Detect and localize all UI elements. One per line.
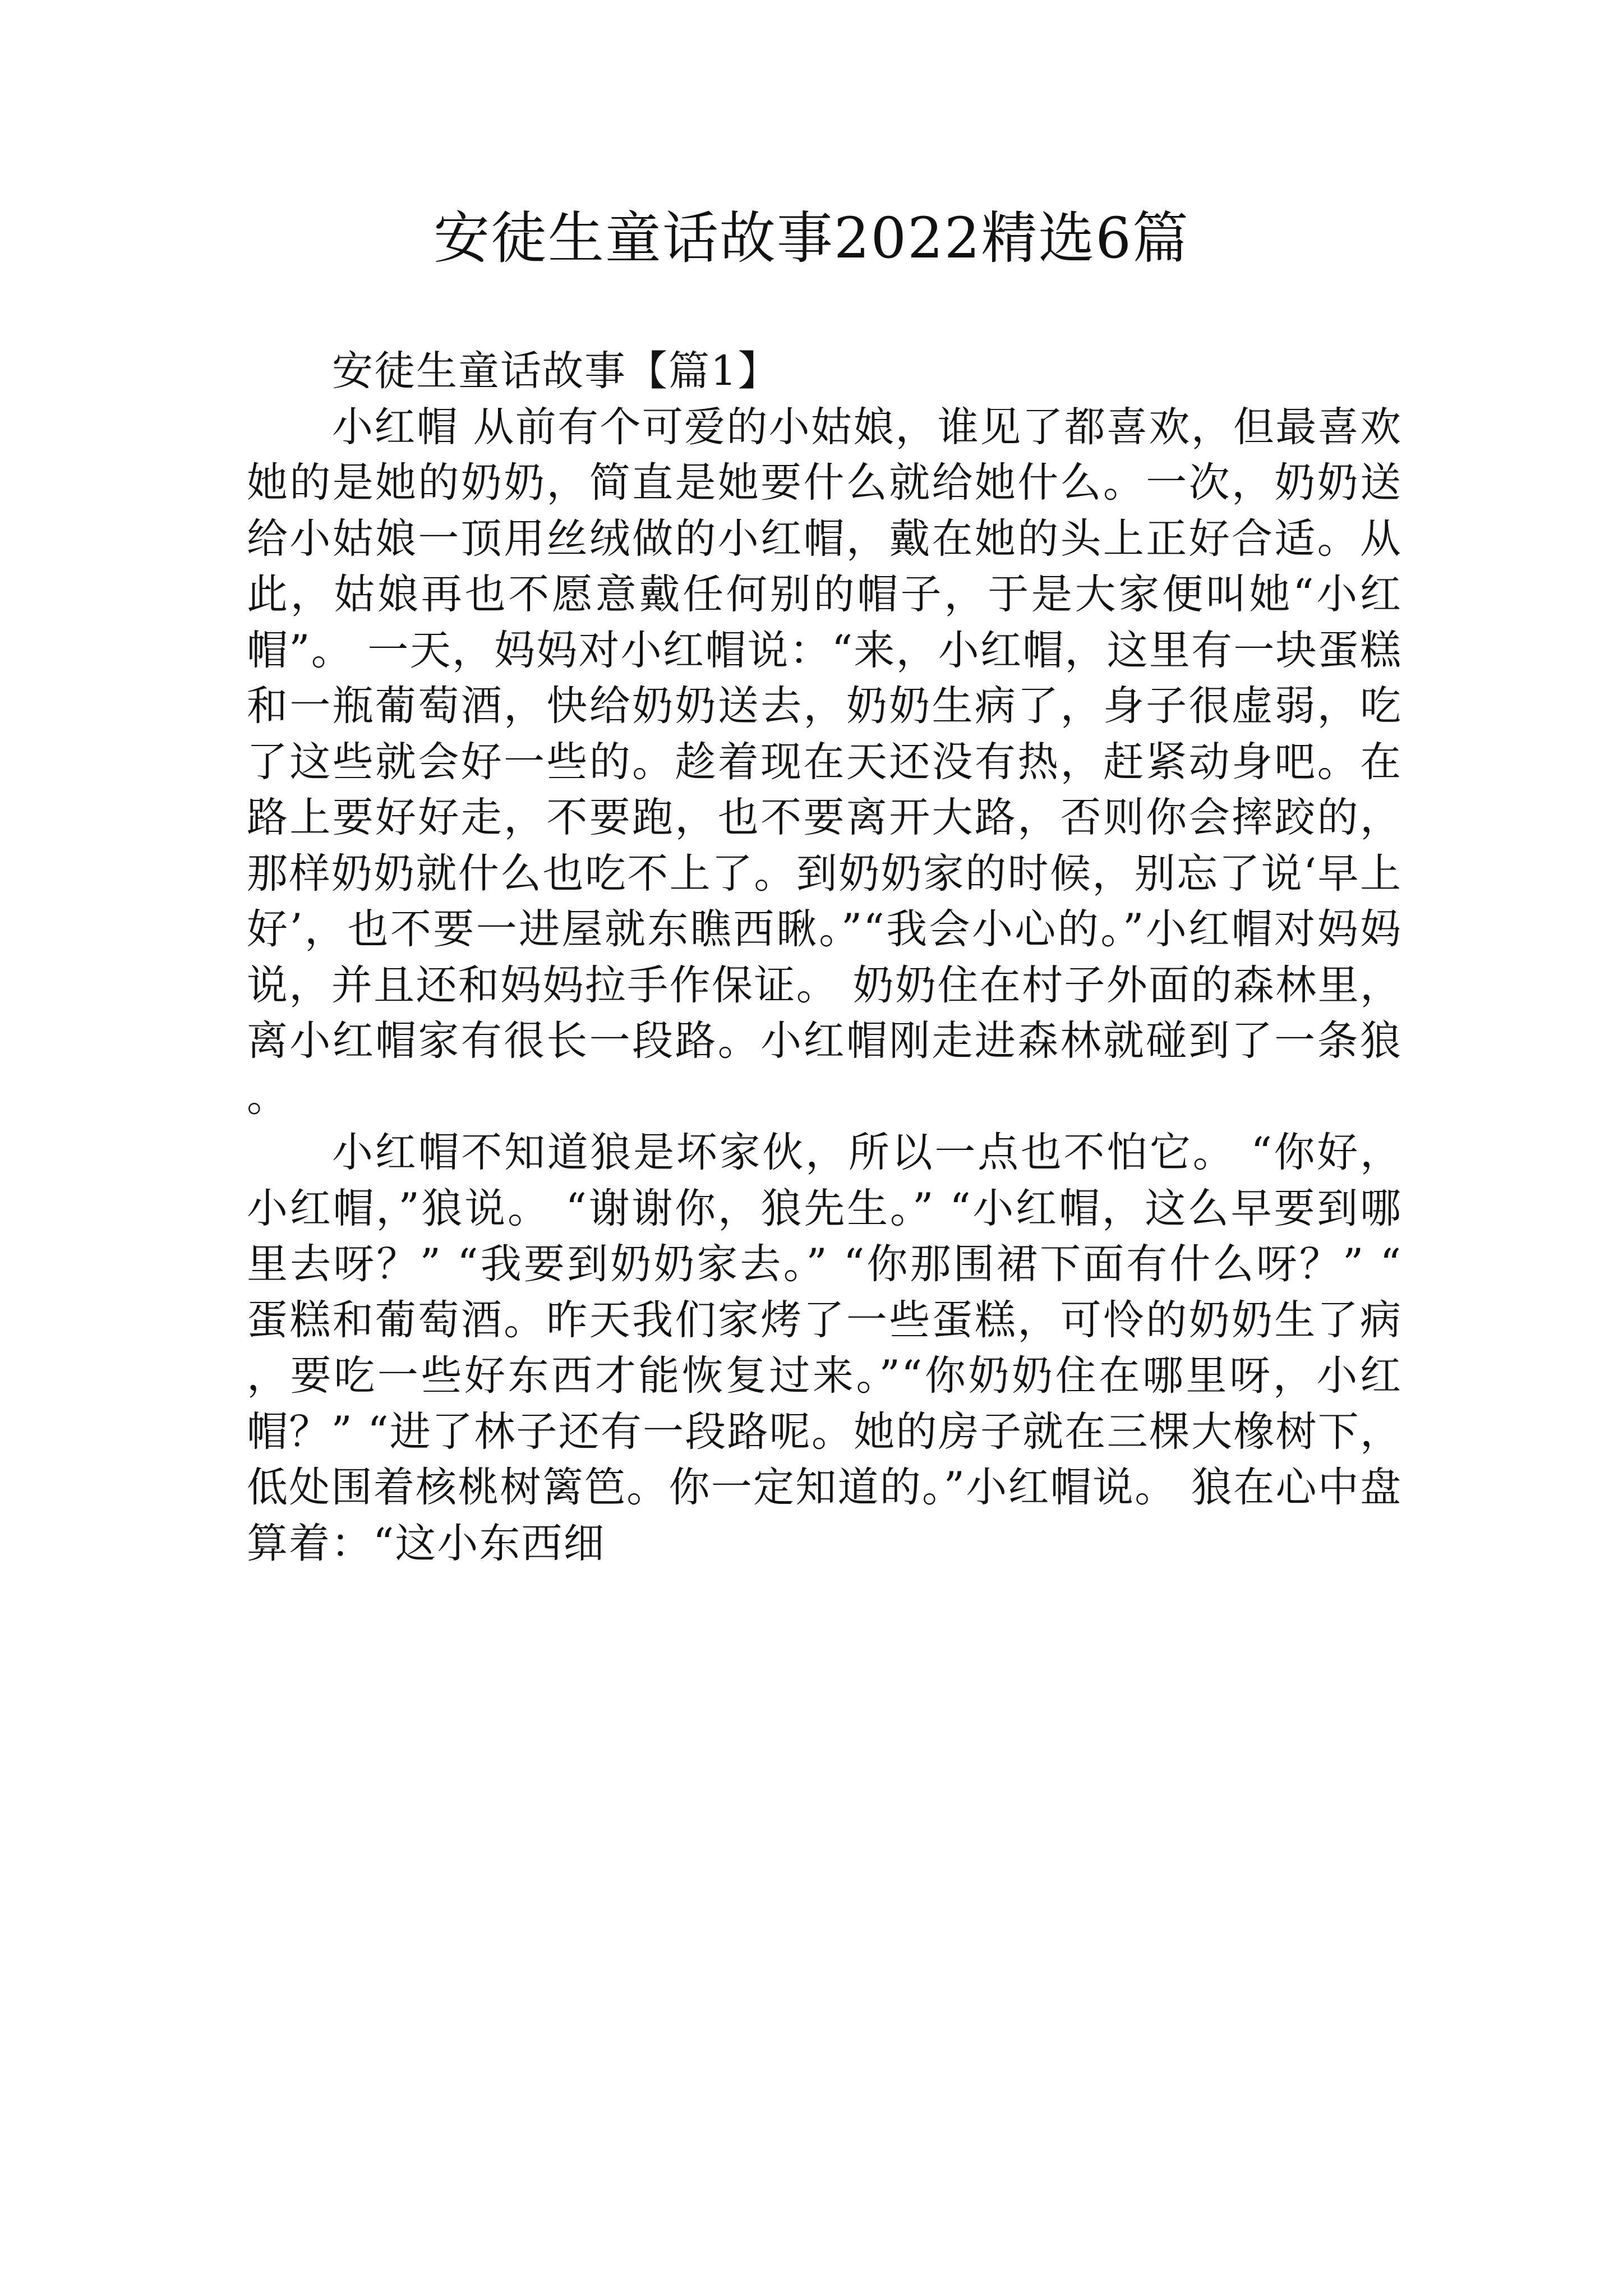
document-body xyxy=(247,343,1402,1571)
document-title: 安徒生童话故事2022精选6篇 xyxy=(433,205,1190,271)
paragraph-1: 小红帽 从前有个可爱的小姑娘，谁见了都喜欢，但最喜欢她的是她的奶奶，简直是她要什么就给她什么。一次，奶奶送给小姑娘一顶用丝绒做的小红帽，戴在她的头上正好合适。从此，姑娘再也不愿意戴任何别的帽子，于是大家便叫她“小红帽”。 一天，妈妈对小红帽说：“来，小红帽，这里有一块蛋糕和一瓶葡萄酒，快给奶奶送去，奶奶生病了，身子很虚弱，吃了这些就会好一些的。趁着现在天还没有热，赶紧动身吧。在路上要好好走，不要跑，也不要离开大路，否则你会摔跤的，那样奶奶就什么也吃不上了。到奶奶家的时候，别忘了说‘早上好’，也不要一进屋就东瞧西瞅。”“我会小心的。”小红帽对妈妈说，并且还和妈妈拉手作保证。 奶奶住在村子外面的森林里，离小红帽家有很长一段路。小红帽刚走进森林就碰到了一条狼。 xyxy=(247,403,1402,1121)
paragraph-2: 小红帽不知道狼是坏家伙，所以一点也不怕它。 “你好，小红帽，”狼说。 “谢谢你，狼先生。” “小红帽，这么早要到哪里去呀？” “我要到奶奶家去。” “你那围裙下面有什么呀？” “蛋糕和葡萄酒。昨天我们家烤了一些蛋糕，可怜的奶奶生了病，要吃一些好东西才能恢复过来。”“你奶奶住在哪里呀，小红帽？” “进了林子还有一段路呢。她的房子就在三棵大橡树下，低处围着核桃树篱笆。你一定知道的。”小红帽说。 狼在心中盘算着：“这小东西细 xyxy=(247,1129,1402,1567)
section-heading: 安徒生童话故事【篇1】 xyxy=(332,347,780,395)
